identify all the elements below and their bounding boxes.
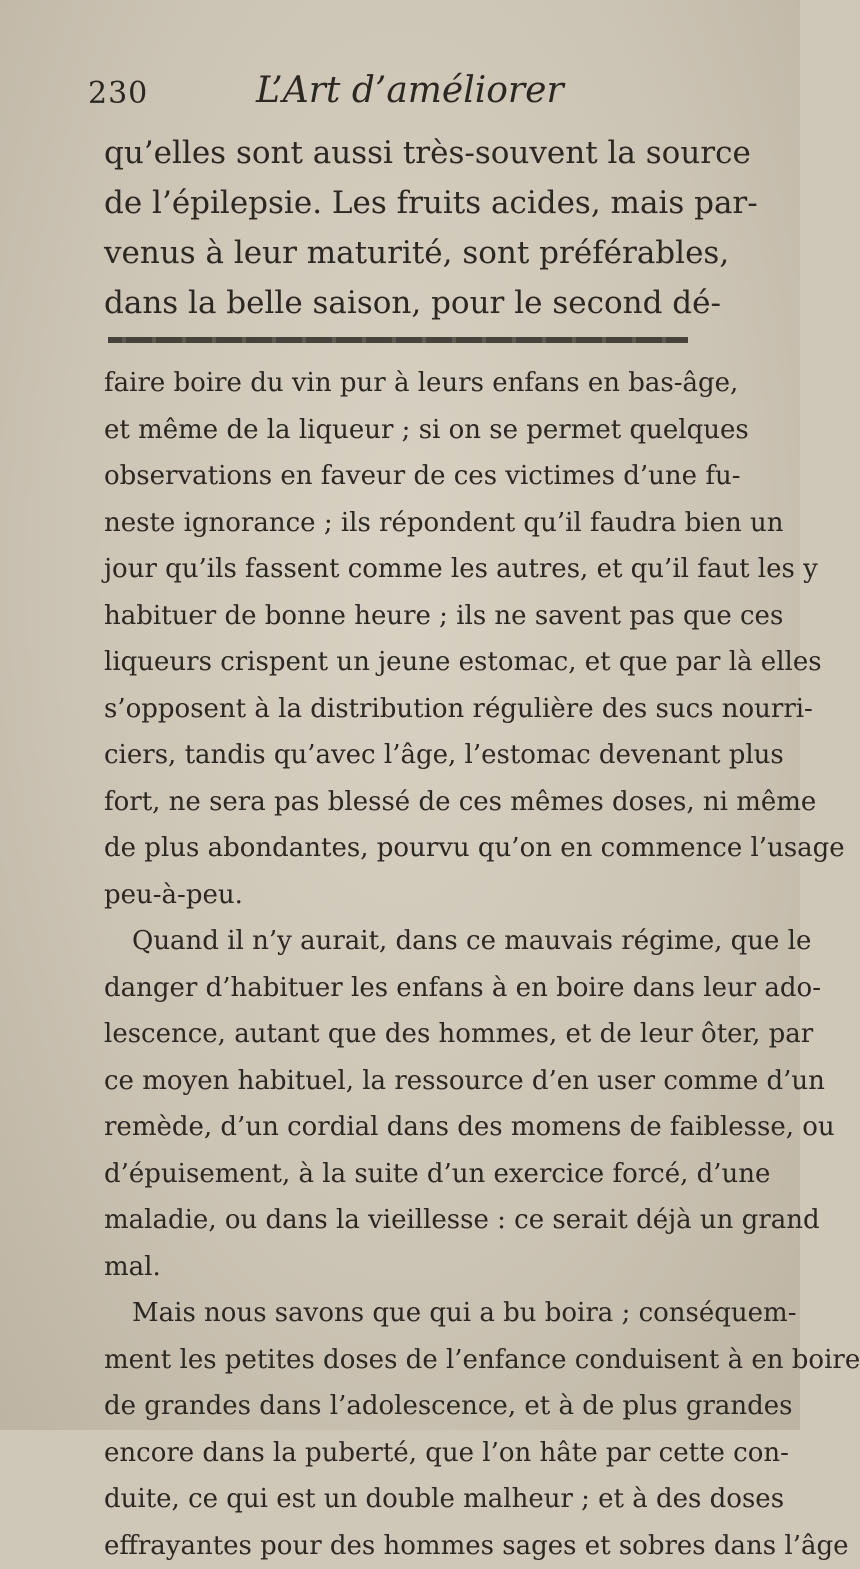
text-line: effrayantes pour des hommes sages et sobres dans l’âge [104,1523,714,1569]
running-title: L’Art d’améliorer [256,70,564,111]
text-line: jour qu’ils fassent comme les autres, et qu’il faut les y [104,546,714,593]
page-header [88,70,708,120]
text-line: Quand il n’y aurait, dans ce mauvais régime, que le [104,918,714,965]
text-line: fort, ne sera pas blessé de ces mêmes doses, ni même [104,779,714,826]
text-line: s’opposent à la distribution régulière des sucs nourri- [104,686,714,733]
text-line: qu’elles sont aussi très-souvent la source [104,128,714,178]
text-line: habituer de bonne heure ; ils ne savent pas que ces [104,593,714,640]
text-line: liqueurs crispent un jeune estomac, et que par là elles [104,639,714,686]
text-line: dans la belle saison, pour le second dé- [104,278,714,328]
text-line: faire boire du vin pur à leurs enfans en bas-âge, [104,360,714,407]
text-line: duite, ce qui est un double malheur ; et à des doses [104,1476,714,1523]
text-line: ment les petites doses de l’enfance conduisent à en boire [104,1337,714,1384]
text-line: ce moyen habituel, la ressource d’en user comme d’un [104,1058,714,1105]
text-line: maladie, ou dans la vieillesse : ce serait déjà un grand [104,1197,714,1244]
page-number: 230 [88,76,148,111]
text-line: peu-à-peu. [104,872,714,919]
body-paragraphs [104,360,714,1569]
text-line: de l’épilepsie. Les fruits acides, mais par- [104,178,714,228]
text-line: de plus abondantes, pourvu qu’on en commence l’usage [104,825,714,872]
text-line: observations en faveur de ces victimes d’une fu- [104,453,714,500]
text-line: Mais nous savons que qui a bu boira ; conséquem- [104,1290,714,1337]
text-line: lescence, autant que des hommes, et de leur ôter, par [104,1011,714,1058]
top-paragraph [104,128,714,328]
text-line: venus à leur maturité, sont préférables, [104,228,714,278]
text-line: mal. [104,1244,714,1291]
text-line: d’épuisement, à la suite d’un exercice forcé, d’une [104,1151,714,1198]
text-line: et même de la liqueur ; si on se permet quelques [104,407,714,454]
text-line: neste ignorance ; ils répondent qu’il faudra bien un [104,500,714,547]
printer-rule-divider [108,337,688,343]
text-line: danger d’habituer les enfans à en boire dans leur ado- [104,965,714,1012]
text-line: de grandes dans l’adolescence, et à de plus grandes [104,1383,714,1430]
text-line: encore dans la puberté, que l’on hâte par cette con- [104,1430,714,1477]
text-line: ciers, tandis qu’avec l’âge, l’estomac devenant plus [104,732,714,779]
text-line: remède, d’un cordial dans des momens de faiblesse, ou [104,1104,714,1151]
